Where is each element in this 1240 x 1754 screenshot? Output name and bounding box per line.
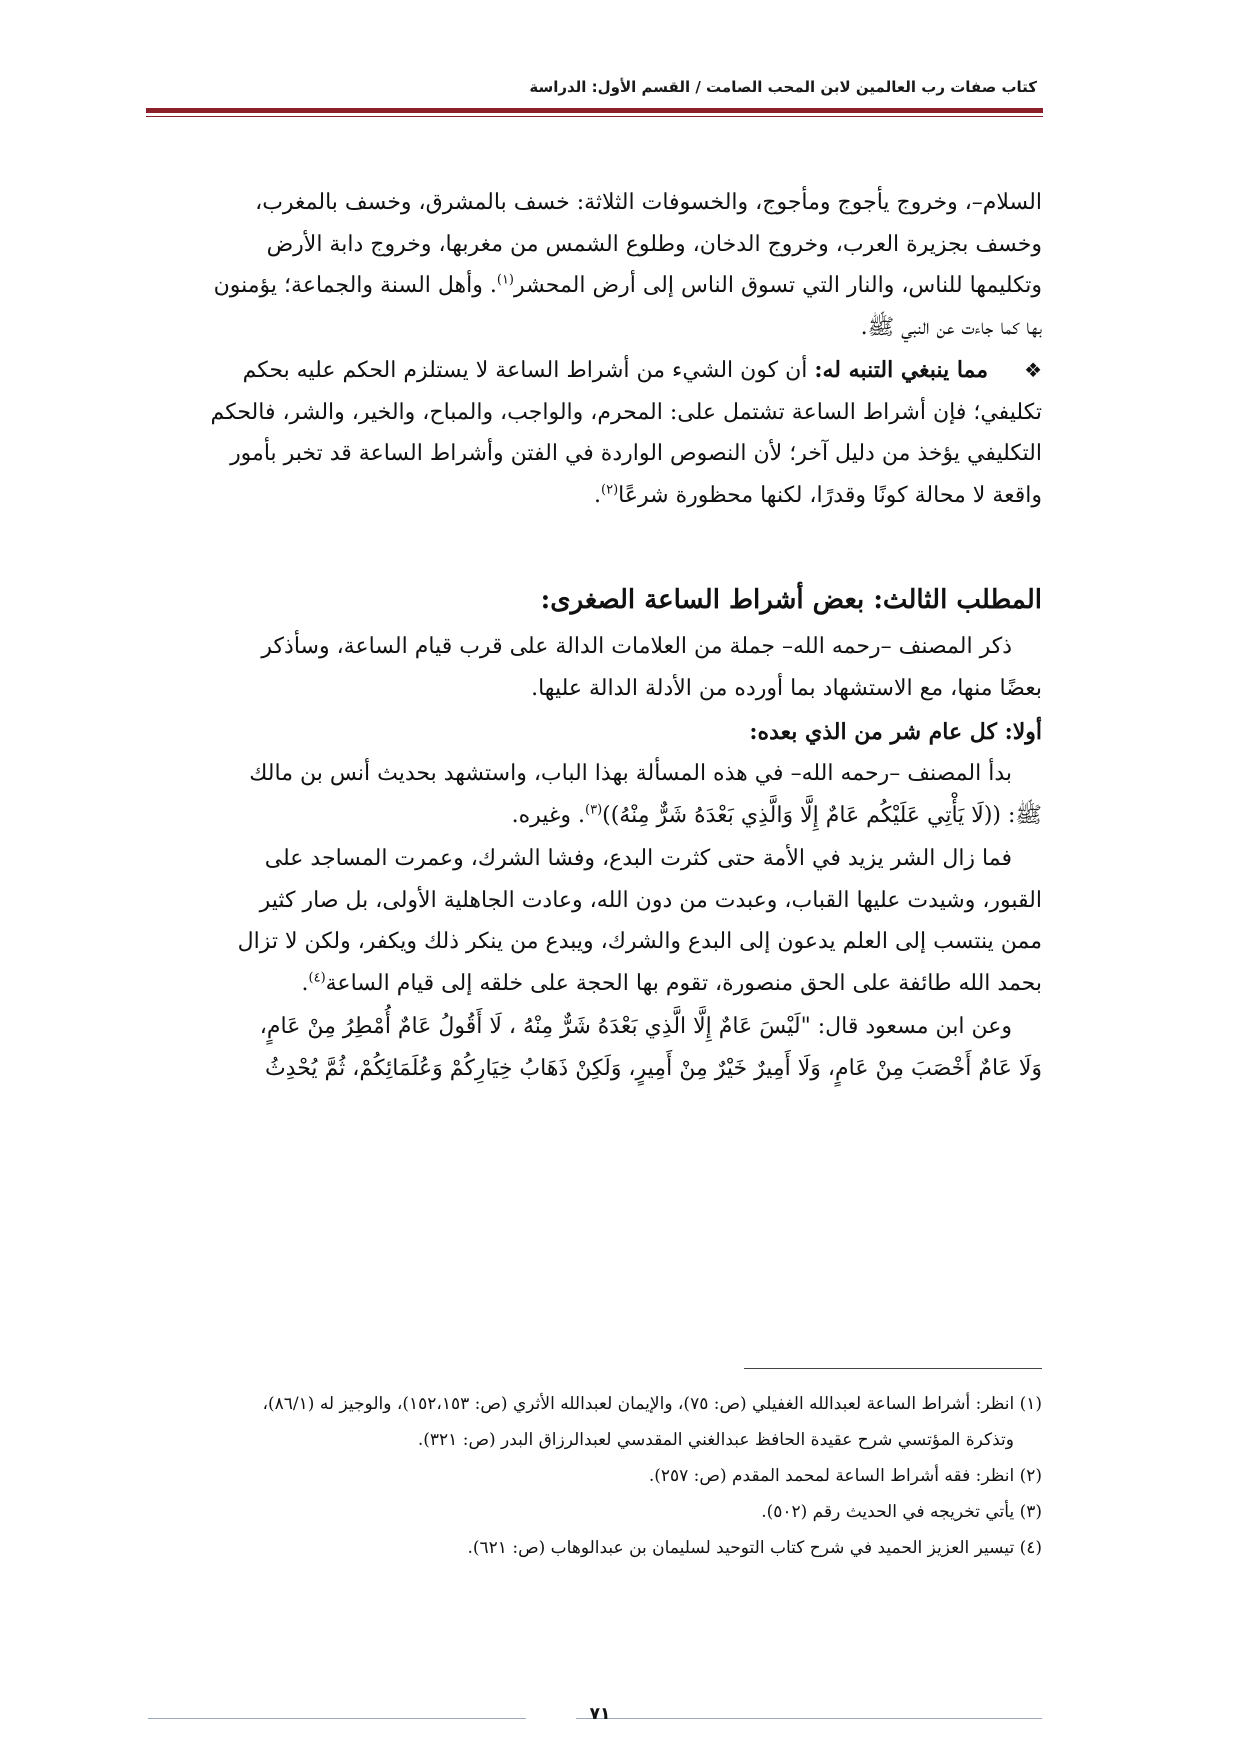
text-line xyxy=(148,963,1042,1005)
text-line xyxy=(148,795,1042,837)
footnote-ref-3[interactable]: (٣) xyxy=(585,802,603,818)
footnote-ref-2[interactable]: (٢) xyxy=(601,482,619,498)
text-line: وَلَا عَامٌ أَخْصَبَ مِنْ عَامٍ، وَلَا أَمِيرٌ خَيْرٌ مِنْ أَمِيرٍ، وَلَكِنْ ذَهَابُ خِيَارِكُمْ وَعُلَمَائِكُمْ، ثُمَّ يُحْدِثُ xyxy=(264,1055,1042,1081)
footnote-separator xyxy=(744,1368,1042,1369)
paragraph-intro xyxy=(148,626,1042,709)
text-run: . xyxy=(301,970,309,996)
footnotes xyxy=(148,1386,1042,1566)
footnote-1-continuation: وتذكرة المؤتسي شرح عقيدة الحافظ عبدالغني المقدسي لعبدالرزاق البدر (ص: ٣٢١). xyxy=(417,1430,1014,1450)
text-line: ذكر المصنف –رحمه الله– جملة من العلامات الدالة على قرب قيام الساعة، وسأذكر xyxy=(261,634,1012,659)
text-line: ممن ينتسب إلى العلم يدعون إلى البدع والشرك، ويبدع من ينكر ذلك ويكفر، ولكن لا تزال xyxy=(237,929,1042,954)
text-line: وعن ابن مسعود قال: "لَيْسَ عَامٌ إِلَّا الَّذِي بَعْدَهُ شَرٌّ مِنْهُ ، لَا أَقُولُ عَامٌ أُمْطِرُ مِنْ عَامٍ، xyxy=(259,1014,1012,1039)
text-line: السلام–، وخروج يأجوج ومأجوج، والخسوفات الثلاثة: خسف بالمشرق، وخسف بالمغرب، xyxy=(255,190,1042,215)
text-line: التكليفي يؤخذ من دليل آخر؛ لأن النصوص الواردة في الفتن وأشراط الساعة قد تخبر بأمور xyxy=(230,441,1042,466)
text-line xyxy=(148,350,1042,392)
footer-rule-left xyxy=(148,1718,526,1719)
bullet-paragraph xyxy=(148,350,1042,516)
text-line xyxy=(148,475,1042,517)
footnote-ref-4[interactable]: (٤) xyxy=(308,970,326,986)
footnote-4: (٤) تيسير العزيز الحميد في شرح كتاب التوحيد لسليمان بن عبدالوهاب (ص: ٦٢١). xyxy=(467,1538,1042,1558)
sub-heading: أولا: كل عام شر من الذي بعده: xyxy=(749,719,1042,745)
text-run: أن كون الشيء من أشراط الساعة لا يستلزم الحكم عليه بحكم xyxy=(242,358,815,383)
paragraph-signs-of-hour xyxy=(148,182,1042,348)
footnote-2: (٢) انظر: فقه أشراط الساعة لمحمد المقدم (ص: ٢٥٧). xyxy=(648,1466,1042,1486)
section-heading: المطلب الثالث: بعض أشراط الساعة الصغرى: xyxy=(540,585,1042,615)
footer-rule-right xyxy=(576,1718,1042,1719)
text-line: وخسف بجزيرة العرب، وخروج الدخان، وطلوع الشمس من مغربها، وخروج دابة الأرض xyxy=(266,231,1042,257)
text-run: . وغيره. xyxy=(511,802,585,828)
footnote-1: (١) انظر: أشراط الساعة لعبدالله الغفيلي (ص: ٧٥)، والإيمان لعبدالله الأثري (ص: ١٥٢،١٥٣)، والوجيز له (٨٦/١)، xyxy=(262,1394,1042,1414)
text-line: بدأ المصنف –رحمه الله– في هذه المسألة بهذا الباب، واستشهد بحديث أنس بن مالك xyxy=(249,761,1012,786)
paragraph-evil-increase xyxy=(148,838,1042,1004)
text-run: بحمد الله طائفة على الحق منصورة، تقوم بها الحجة على خلقه إلى قيام الساعة xyxy=(325,970,1042,996)
running-header-title: كتاب صفات رب العالمين لابن المحب الصامت / القسم الأول: الدراسة xyxy=(529,78,1037,96)
footnote-ref-1[interactable]: (١) xyxy=(496,272,514,288)
text-run: ﷺ: ((لَا يَأْتِي عَلَيْكُم عَامٌ إِلَّا وَالَّذِي بَعْدَهُ شَرٌّ مِنْهُ)) xyxy=(602,802,1042,828)
text-line: فما زال الشر يزيد في الأمة حتى كثرت البدع، وفشا الشرك، وعمرت المساجد على xyxy=(264,846,1012,871)
text-line xyxy=(148,265,1042,307)
text-line: تكليفي؛ فإن أشراط الساعة تشتمل على: المحرم، والواجب، والمباح، والخير، والشر، فالحكم xyxy=(210,399,1042,425)
diamond-bullet-icon: ❖ xyxy=(1024,358,1042,382)
main-text xyxy=(148,182,1042,1091)
text-line: بها كما جاءت عن النبي ﷺ. xyxy=(860,314,1042,340)
bullet-lead: مما ينبغي التنبه له: xyxy=(814,357,989,383)
header-rule-thin xyxy=(146,116,1043,117)
text-run: واقعة لا محالة كونًا وقدرًا، لكنها محظورة شرعًا xyxy=(618,482,1042,508)
header-rule-thick xyxy=(146,108,1043,113)
footnote-3: (٣) يأتي تخريجه في الحديث رقم (٥٠٢). xyxy=(761,1502,1042,1522)
paragraph-hadith xyxy=(148,753,1042,836)
text-run: . وأهل السنة والجماعة؛ يؤمنون xyxy=(213,273,497,298)
paragraph-ibn-masud xyxy=(148,1006,1042,1089)
text-line: بعضًا منها، مع الاستشهاد بما أورده من الأدلة الدالة عليها. xyxy=(531,675,1042,701)
text-line: القبور، وشيدت عليها القباب، وعبدت من دون الله، وعادت الجاهلية الأولى، بل صار كثير xyxy=(259,887,1042,913)
text-run: وتكليمها للناس، والنار التي تسوق الناس إلى أرض المحشر xyxy=(514,273,1042,298)
text-run: . xyxy=(594,482,602,508)
page-number: ٧١ xyxy=(589,1704,611,1724)
